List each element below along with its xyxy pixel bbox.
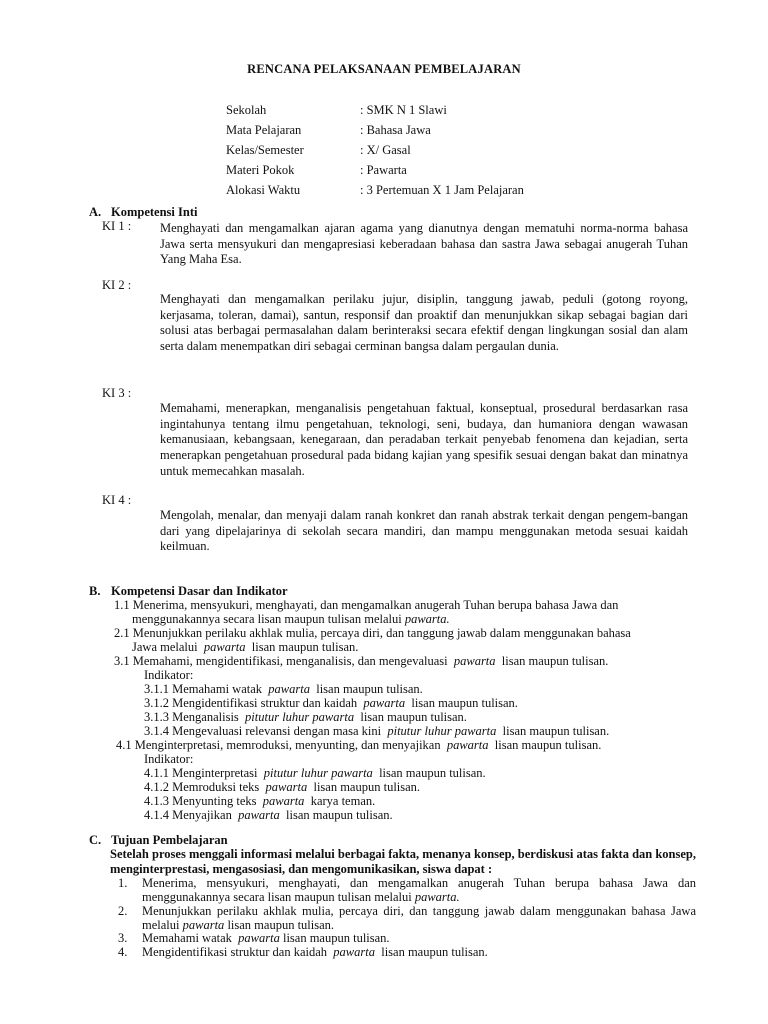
list-text-part: lisan maupun tulisan. [282, 931, 390, 945]
list-text-part: Menerima, mensyukuri, menghayati, dan mengamalkan anugerah Tuhan berupa bahasa Jawa dan menggunakannya secara lisan maupun tulisan melalui [142, 876, 696, 904]
identity-value: : X/ Gasal [360, 143, 411, 157]
section-number: B. [89, 584, 101, 598]
kd-italic: pawarta [238, 808, 280, 822]
indikator-line [144, 696, 518, 710]
kd-line: 1.1 Menerima, mensyukuri, menghayati, dan mengamalkan anugerah Tuhan berupa bahasa Jawa dan [114, 598, 619, 612]
list-text-part: Mengidentifikasi struktur dan kaidah [142, 945, 328, 959]
indikator-label: Indikator: [144, 752, 194, 766]
kd-text: 4.1 Menginterpretasi, memroduksi, menyunting, dan menyajikan [116, 738, 441, 752]
kd-text: lisan maupun tulisan. [494, 738, 602, 752]
ki-label: KI 3 : [102, 386, 132, 400]
list-number: 3. [118, 931, 128, 945]
identity-label: Kelas/Semester [226, 143, 304, 157]
list-number: 1. [118, 876, 128, 890]
kd-text: 4.1.3 Menyunting teks [144, 794, 257, 808]
kd-text: karya teman. [310, 794, 376, 808]
kd-text: 4.1.4 Menyajikan [144, 808, 232, 822]
kd-text: 3.1.2 Mengidentifikasi struktur dan kaidah [144, 696, 358, 710]
indikator-line [144, 780, 420, 794]
list-text-part: lisan maupun tulisan. [381, 945, 488, 959]
kd-text: 4.1.1 Menginterpretasi [144, 766, 258, 780]
kd-text: 3.1 Memahami, mengidentifikasi, menganalisis, dan mengevaluasi [114, 654, 448, 668]
section-title: Kompetensi Dasar dan Indikator [111, 584, 288, 598]
identity-label: Materi Pokok [226, 163, 295, 177]
identity-value: : Bahasa Jawa [360, 123, 431, 137]
kd-line: 2.1 Menunjukkan perilaku akhlak mulia, percaya diri, dan tanggung jawab dalam menggunakan bahasa [114, 626, 631, 640]
ki-text: Memahami, menerapkan, menganalisis pengetahuan faktual, konseptual, prosedural berdasarkan rasa ingintahunya tentang ilmu pengetahuan, teknologi, seni, budaya, dan humaniora dengan wawasan kemanusiaan, kebangsaan, kenegaraan, dan peradaban terkait penyebab fenomena dan kejadian, serta menerapkan pengetahuan prosedural pada bidang kajian yang spesifik sesuai dengan bakat dan minatnya untuk memecahkan masalah. [160, 401, 688, 478]
indikator-line [144, 766, 486, 780]
kd-italic: pawarta [363, 696, 406, 710]
section-c-heading [89, 833, 228, 848]
list-number: 2. [118, 904, 128, 918]
kd-italic: pawarta [265, 780, 308, 794]
kd-text: lisan maupun tulisan. [379, 766, 486, 780]
ki-label: KI 4 : [102, 493, 132, 507]
identity-label: Sekolah [226, 103, 267, 117]
kd-italic: pawarta [262, 794, 305, 808]
section-number: C. [89, 833, 102, 847]
ki-text: Menghayati dan mengamalkan perilaku jujur, disiplin, tanggung jawab, peduli (gotong royong, kerjasama, toleran, damai), santun, responsif dan proaktif dan menunjukkan sikap sebagai bagian dari solusi atas berbagai permasalahan dalam berinteraksi secara efektif dengan lingkungan sosial dan alam serta dalam menempatkan diri sebagai cerminan bangsa dalam pergaulan dunia. [160, 292, 688, 354]
document-title: RENCANA PELAKSANAAN PEMBELAJARAN [247, 62, 521, 76]
identity-row [226, 102, 524, 122]
list-text-part: Menunjukkan perilaku akhlak mulia, percaya diri, dan tanggung jawab dalam menggunakan bahasa Jawa melalui [142, 904, 696, 932]
section-b-heading [89, 584, 288, 599]
section-title: Tujuan Pembelajaran [111, 833, 228, 847]
kd-text: 4.1.2 Memroduksi teks [144, 780, 260, 794]
identity-row [226, 162, 524, 182]
list-text [142, 931, 696, 945]
ki-label: KI 1 : [102, 219, 132, 233]
kd-text: lisan maupun tulisan. [316, 682, 423, 696]
kd-text: lisan maupun tulisan. [251, 640, 359, 654]
identity-row [226, 182, 524, 202]
section-number: A. [89, 205, 102, 219]
indikator-label: Indikator: [144, 668, 194, 682]
kd-italic: pawarta [446, 738, 489, 752]
kd-text: lisan maupun tulisan. [411, 696, 518, 710]
kd-text: lisan maupun tulisan. [501, 654, 609, 668]
list-number: 4. [118, 945, 128, 959]
list-italic: pawarta [333, 945, 375, 959]
list-italic: pawarta [238, 931, 280, 945]
indikator-line [144, 808, 393, 822]
kd-text: Jawa melalui [132, 640, 198, 654]
ki-text: Mengolah, menalar, dan menyaji dalam ranah konkret dan ranah abstrak terkait dengan pengem-bangan dari yang dipelajarinya di sekolah secara mandiri, dan mampu menggunakan metoda sesuai kaidah keilmuan. [160, 508, 688, 554]
kd-line [116, 738, 601, 752]
kd-text: 3.1.1 Memahami watak [144, 682, 263, 696]
identity-value: : Pawarta [360, 163, 407, 177]
kd-line [132, 640, 358, 654]
indikator-line [144, 682, 423, 696]
kd-italic: pawarta. [404, 612, 450, 626]
kd-text: menggunakannya secara lisan maupun tulisan melalui [132, 612, 402, 626]
list-text-part: lisan maupun tulisan. [227, 918, 335, 932]
kd-italic: pitutur luhur pawarta [263, 766, 373, 780]
kd-italic: pitutur luhur pawarta [245, 710, 355, 724]
list-text [142, 904, 696, 932]
ki-text: Menghayati dan mengamalkan ajaran agama yang dianutnya dengan mematuhi norma-norma bahasa Jawa serta mensyukuri dan mengapresiasi keberadaan bahasa dan sastra Jawa sebagai anugerah Tuhan Yang Maha Esa. [160, 221, 688, 267]
kd-text: lisan maupun tulisan. [313, 780, 421, 794]
identity-row [226, 142, 524, 162]
ki-label: KI 2 : [102, 278, 132, 292]
section-title: Kompetensi Inti [111, 205, 198, 219]
tujuan-intro: Setelah proses menggali informasi melalui berbagai fakta, menanya konsep, berdiskusi atas fakta dan konsep, menginterprestasi, mengasosiasi, dan mengomunikasikan, siswa dapat : [110, 847, 696, 876]
kd-text: lisan maupun tulisan. [286, 808, 393, 822]
kd-text: 3.1.4 Mengevaluasi relevansi dengan masa kini [144, 724, 382, 738]
identity-value: : 3 Pertemuan X 1 Jam Pelajaran [360, 183, 524, 197]
kd-italic: pawarta [203, 640, 246, 654]
list-text [142, 876, 696, 904]
indikator-line [144, 724, 609, 738]
list-text-part: Memahami watak [142, 931, 232, 945]
identity-label: Alokasi Waktu [226, 183, 301, 197]
list-italic: pawarta. [414, 890, 460, 904]
identity-label: Mata Pelajaran [226, 123, 302, 137]
identity-row [226, 122, 524, 142]
indikator-line [144, 794, 375, 808]
kd-italic: pawarta [268, 682, 310, 696]
identity-table [226, 102, 524, 202]
kd-line [132, 612, 450, 626]
identity-value: : SMK N 1 Slawi [360, 103, 447, 117]
kd-line [114, 654, 608, 668]
section-a-heading [89, 205, 197, 220]
kd-italic: pitutur luhur pawarta [387, 724, 497, 738]
list-italic: pawarta [182, 918, 225, 932]
kd-italic: pawarta [453, 654, 496, 668]
list-text [142, 945, 696, 959]
kd-text: lisan maupun tulisan. [502, 724, 610, 738]
indikator-line [144, 710, 467, 724]
kd-text: 3.1.3 Menganalisis [144, 710, 239, 724]
kd-text: lisan maupun tulisan. [360, 710, 467, 724]
